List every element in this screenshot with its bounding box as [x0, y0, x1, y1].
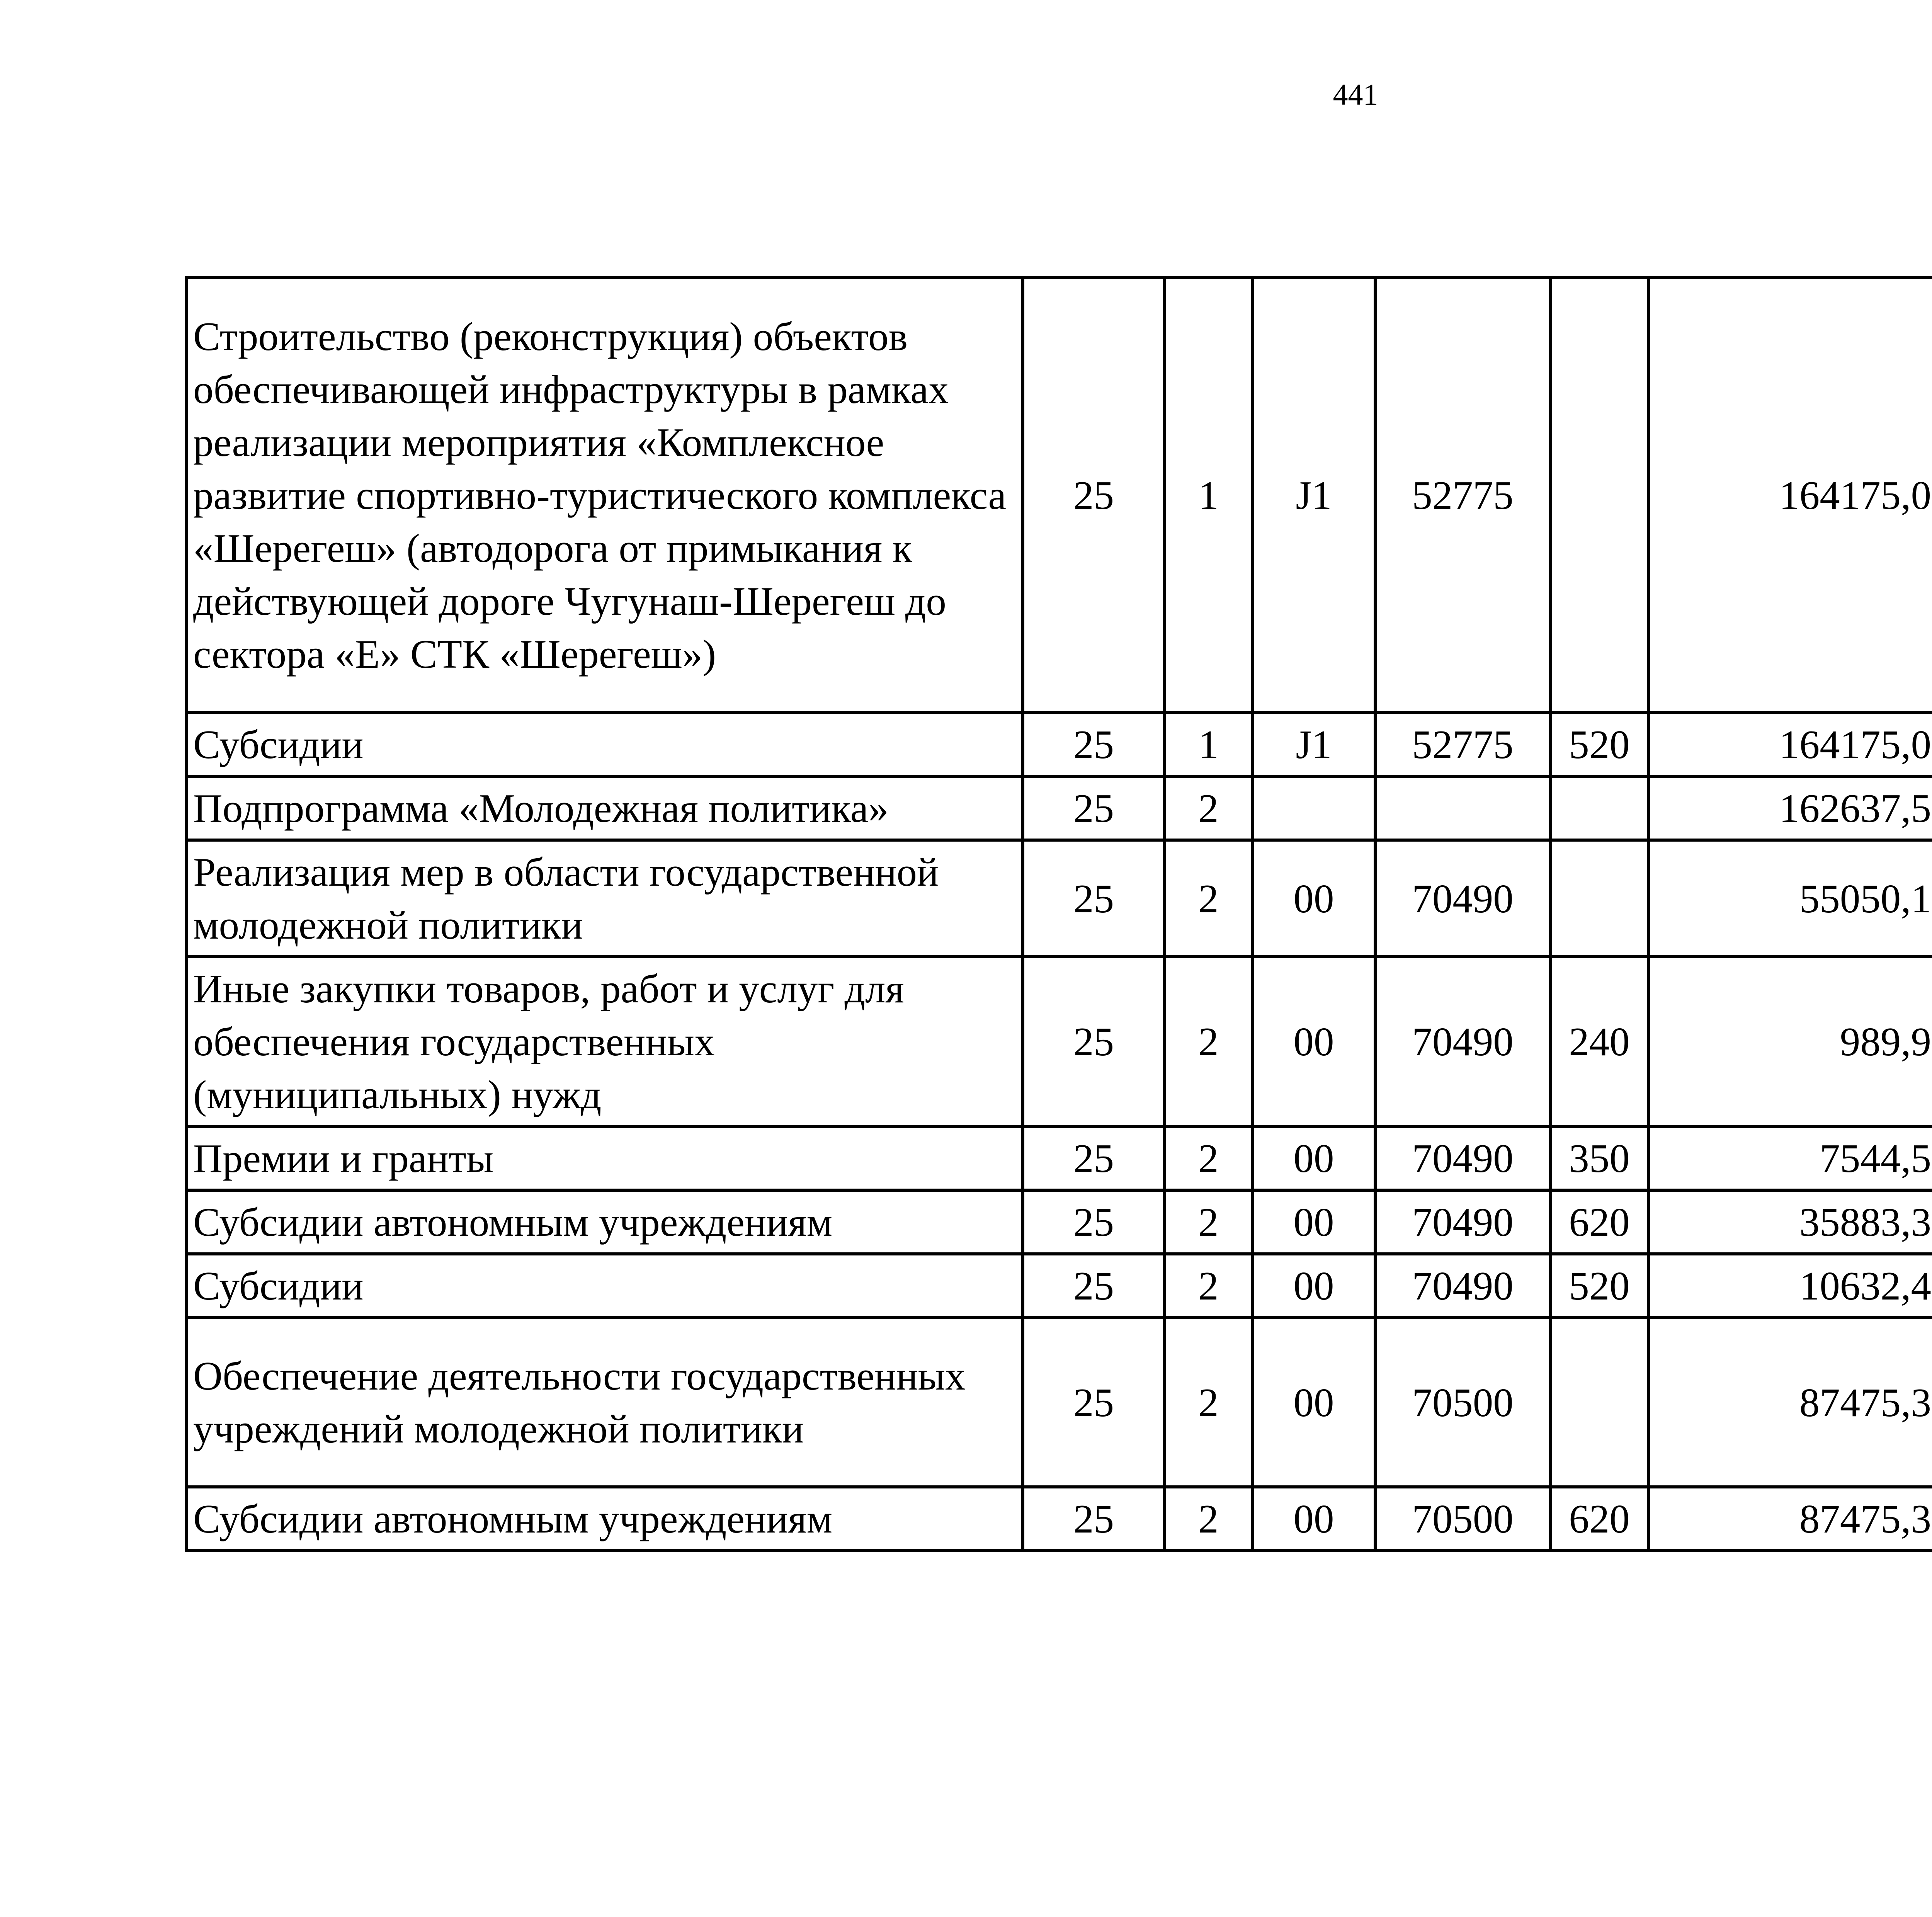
code-cell: 70490	[1375, 957, 1550, 1126]
row-name-cell: Подпрограмма «Молодежная политика»	[186, 776, 1023, 840]
code-cell: 2	[1165, 1126, 1252, 1190]
table-row	[186, 1254, 1932, 1318]
code-cell: 70490	[1375, 1126, 1550, 1190]
value-cell: 164175,0	[1648, 713, 1932, 776]
code-cell: 520	[1550, 713, 1648, 776]
row-name-cell: Субсидии автономным учреждениям	[186, 1487, 1023, 1551]
value-cell: 7544,5	[1648, 1126, 1932, 1190]
table-row	[186, 1190, 1932, 1254]
value-cell: 55050,1	[1648, 840, 1932, 957]
code-cell: 00	[1252, 840, 1375, 957]
row-name-cell: Строительство (реконструкция) объектов обеспечивающей инфраструктуры в рамках реализации мероприятия «Комплексное развитие спортивно-туристического комплекса «Шерегеш» (автодорога от примыкания к действующей дороге Чугунаш-Шерегеш до сектора «Е» СТК «Шерегеш»)	[186, 277, 1023, 713]
value-cell: 162637,5	[1648, 776, 1932, 840]
code-cell: 25	[1023, 1254, 1165, 1318]
value-cell: 989,9	[1648, 957, 1932, 1126]
code-cell: 25	[1023, 840, 1165, 957]
code-cell: 25	[1023, 277, 1165, 713]
code-cell: 2	[1165, 840, 1252, 957]
code-cell: 25	[1023, 1126, 1165, 1190]
code-cell	[1252, 776, 1375, 840]
code-cell: 2	[1165, 1487, 1252, 1551]
table-row	[186, 713, 1932, 776]
code-cell: 1	[1165, 277, 1252, 713]
code-cell: 25	[1023, 713, 1165, 776]
code-cell: 70490	[1375, 1254, 1550, 1318]
code-cell: 1	[1165, 713, 1252, 776]
code-cell: 2	[1165, 776, 1252, 840]
code-cell: 70500	[1375, 1318, 1550, 1487]
row-name-cell: Премии и гранты	[186, 1126, 1023, 1190]
code-cell: 2	[1165, 957, 1252, 1126]
code-cell: 2	[1165, 1318, 1252, 1487]
value-cell: 87475,3	[1648, 1487, 1932, 1551]
code-cell: 00	[1252, 1126, 1375, 1190]
code-cell: 25	[1023, 957, 1165, 1126]
code-cell: 2	[1165, 1254, 1252, 1318]
table-row	[186, 957, 1932, 1126]
code-cell: 70490	[1375, 840, 1550, 957]
budget-table	[185, 276, 1932, 1552]
code-cell: 620	[1550, 1190, 1648, 1254]
value-cell: 164175,0	[1648, 277, 1932, 713]
code-cell: 25	[1023, 1190, 1165, 1254]
code-cell: 2	[1165, 1190, 1252, 1254]
code-cell	[1550, 277, 1648, 713]
table-row	[186, 1487, 1932, 1551]
code-cell: 520	[1550, 1254, 1648, 1318]
code-cell: 00	[1252, 1254, 1375, 1318]
code-cell	[1550, 1318, 1648, 1487]
code-cell	[1375, 776, 1550, 840]
code-cell: 00	[1252, 1487, 1375, 1551]
code-cell: J1	[1252, 713, 1375, 776]
value-cell: 35883,3	[1648, 1190, 1932, 1254]
code-cell: 620	[1550, 1487, 1648, 1551]
value-cell: 87475,3	[1648, 1318, 1932, 1487]
code-cell: 52775	[1375, 713, 1550, 776]
row-name-cell: Субсидии автономным учреждениям	[186, 1190, 1023, 1254]
code-cell	[1550, 776, 1648, 840]
code-cell	[1550, 840, 1648, 957]
row-name-cell: Реализация мер в области государственной молодежной политики	[186, 840, 1023, 957]
code-cell: 00	[1252, 957, 1375, 1126]
value-cell: 10632,4	[1648, 1254, 1932, 1318]
code-cell: 00	[1252, 1190, 1375, 1254]
code-cell: 70490	[1375, 1190, 1550, 1254]
table-row	[186, 840, 1932, 957]
row-name-cell: Субсидии	[186, 1254, 1023, 1318]
code-cell: 52775	[1375, 277, 1550, 713]
row-name-cell: Субсидии	[186, 713, 1023, 776]
code-cell: 240	[1550, 957, 1648, 1126]
table-row	[186, 1126, 1932, 1190]
code-cell: 25	[1023, 1318, 1165, 1487]
code-cell: 00	[1252, 1318, 1375, 1487]
table-row	[186, 776, 1932, 840]
row-name-cell: Иные закупки товаров, работ и услуг для обеспечения государственных (муниципальных) нужд	[186, 957, 1023, 1126]
code-cell: 25	[1023, 776, 1165, 840]
code-cell: 350	[1550, 1126, 1648, 1190]
table-row	[186, 1318, 1932, 1487]
row-name-cell: Обеспечение деятельности государственных учреждений молодежной политики	[186, 1318, 1023, 1487]
code-cell: J1	[1252, 277, 1375, 713]
code-cell: 70500	[1375, 1487, 1550, 1551]
code-cell: 25	[1023, 1487, 1165, 1551]
table-row	[186, 277, 1932, 713]
page-number: 441	[1333, 78, 1378, 111]
